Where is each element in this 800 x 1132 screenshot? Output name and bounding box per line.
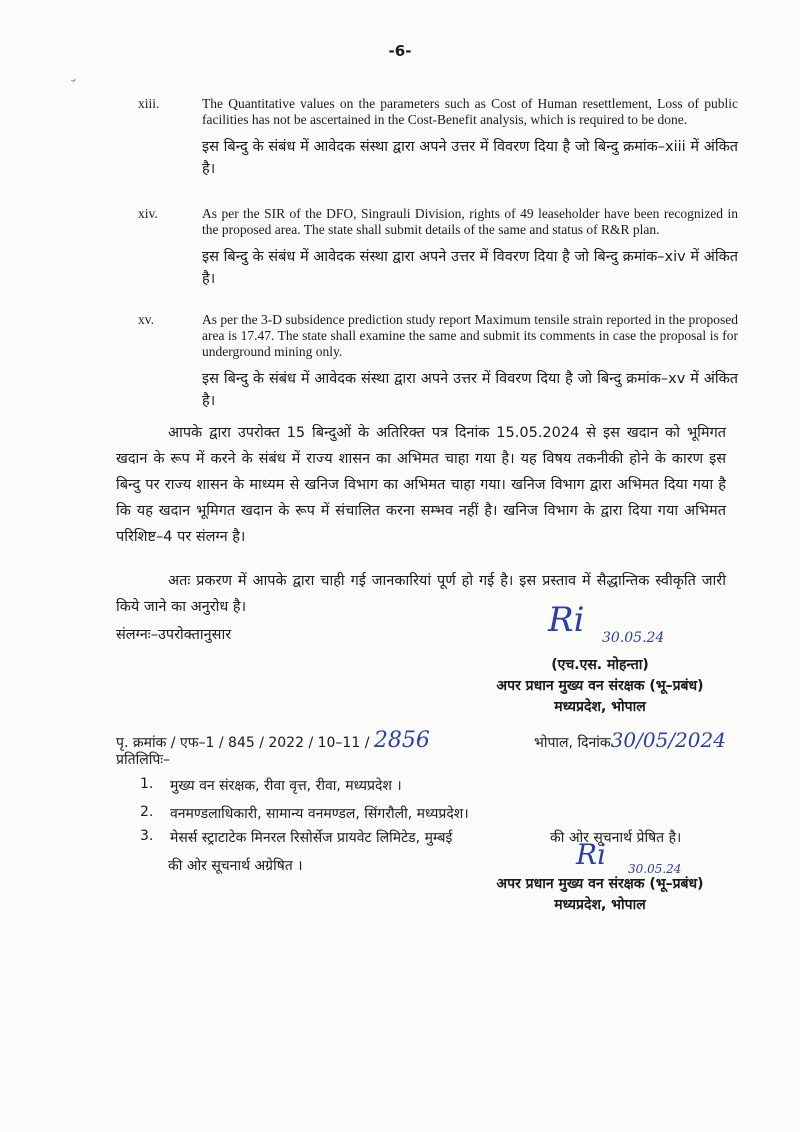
place-date-prefix: भोपाल, दिनांक <box>534 735 611 751</box>
officer-office: मध्यप्रदेश, भोपाल <box>554 897 646 913</box>
enclosure-line: संलग्नः–उपरोक्तानुसार <box>116 627 232 643</box>
point-xv <box>138 312 738 412</box>
copy-to-label: प्रतिलिपिः– <box>116 752 171 768</box>
signature-initials: Ri <box>576 838 607 871</box>
point-english-text: The Quantitative values on the parameters such as Cost of Human resettlement, Loss of public facilities has not be ascertained in the Cost-Benefit analysis, which is required to be done. <box>202 96 738 127</box>
body-paragraph-2: अतः प्रकरण में आपके द्वारा चाही गई जानकारियां पूर्ण हो गई है। इस प्रस्ताव में सैद्धान्तिक स्वीकृति जारी किये जाने का अनुरोध है। <box>116 573 726 615</box>
copies-list <box>140 776 740 852</box>
point-hindi-reply: इस बिन्दु के संबंध में आवेदक संस्था द्वारा अपने उत्तर में विवरण दिया है जो बिन्दु क्रमांक–xv में अंकित है। <box>202 371 738 409</box>
signature-initials: Ri <box>548 600 585 640</box>
signature-block-2 <box>440 874 760 916</box>
page-number: -6- <box>388 42 412 60</box>
signature-date: 30.05.24 <box>628 862 682 876</box>
point-number: xiii. <box>138 96 160 111</box>
point-hindi-reply: इस बिन्दु के संबंध में आवेदक संस्था द्वारा अपने उत्तर में विवरण दिया है जो बिन्दु क्रमांक–xiii में अंकित है। <box>202 139 738 177</box>
reference-prefix: पृ. क्रमांक / एफ–1 / 845 / 2022 / 10–11 / <box>116 735 370 751</box>
point-english-text: As per the SIR of the DFO, Singrauli Division, rights of 49 leaseholder have been recognized in the proposed area. The state shall submit details of the same and status of R&R plan. <box>202 206 738 237</box>
officer-designation: अपर प्रधान मुख्य वन संरक्षक (भू–प्रबंध) <box>496 876 704 892</box>
point-hindi-reply: इस बिन्दु के संबंध में आवेदक संस्था द्वारा अपने उत्तर में विवरण दिया है जो बिन्दु क्रमांक–xiv में अंकित है। <box>202 249 738 287</box>
scan-speck: ˘ <box>69 77 82 95</box>
signature-date: 30.05.24 <box>602 630 665 646</box>
place-date <box>534 728 726 752</box>
signature-block-1 <box>440 655 760 718</box>
list-item: 2. वनमण्डलाधिकारी, सामान्य वनमण्डल, सिंगरौली, मध्यप्रदेश। <box>140 804 469 822</box>
list-item: 1. मुख्य वन संरक्षक, रीवा वृत्त, रीवा, मध्यप्रदेश । <box>140 776 402 794</box>
point-number: xiv. <box>138 206 158 221</box>
date-handwritten: 30/05/2024 <box>610 728 726 752</box>
dispatch-number-handwritten: 2856 <box>373 728 430 753</box>
point-english-text: As per the 3-D subsidence prediction study report Maximum tensile strain reported in the proposed area is 17.47. The state shall examine the same and submit its comments in case the proposal is for underground mining only. <box>202 312 738 359</box>
copies-footer: की ओर सूचनार्थ अग्रेषित । <box>168 858 303 874</box>
point-xiv <box>138 206 738 290</box>
list-item: 3. मेसर्स स्ट्राटाटेक मिनरल रिसोर्सेज प्रायवेट लिमिटेड, मुम्बई की ओर सूचनार्थ प्रेषित है। <box>140 828 682 846</box>
point-number: xv. <box>138 312 154 327</box>
body-paragraph-1: आपके द्वारा उपरोक्त 15 बिन्दुओं के अतिरिक्त पत्र दिनांक 15.05.2024 से इस खदान को भूमिगत खदान के रूप में करने के संबंध में राज्य शासन का अभिमत चाहा गया है। यह विषय तकनीकी होने के कारण इस बिन्दु पर राज्य शासन के माध्यम से खनिज विभाग का अभिमत चाहा गया। खनिज विभाग द्वारा अभिमत दिया गया है कि यह खदान भूमिगत खदान के रूप में संचालित करना सम्भव नहीं है। खनिज विभाग के द्वारा दिया गया अभिमत परिशिष्ट–4 पर संलग्न है। <box>116 425 726 545</box>
point-xiii <box>138 96 738 180</box>
officer-designation: अपर प्रधान मुख्य वन संरक्षक (भू–प्रबंध) <box>496 678 704 694</box>
officer-name: (एच.एस. मोहन्ता) <box>551 657 649 673</box>
officer-office: मध्यप्रदेश, भोपाल <box>554 699 646 715</box>
